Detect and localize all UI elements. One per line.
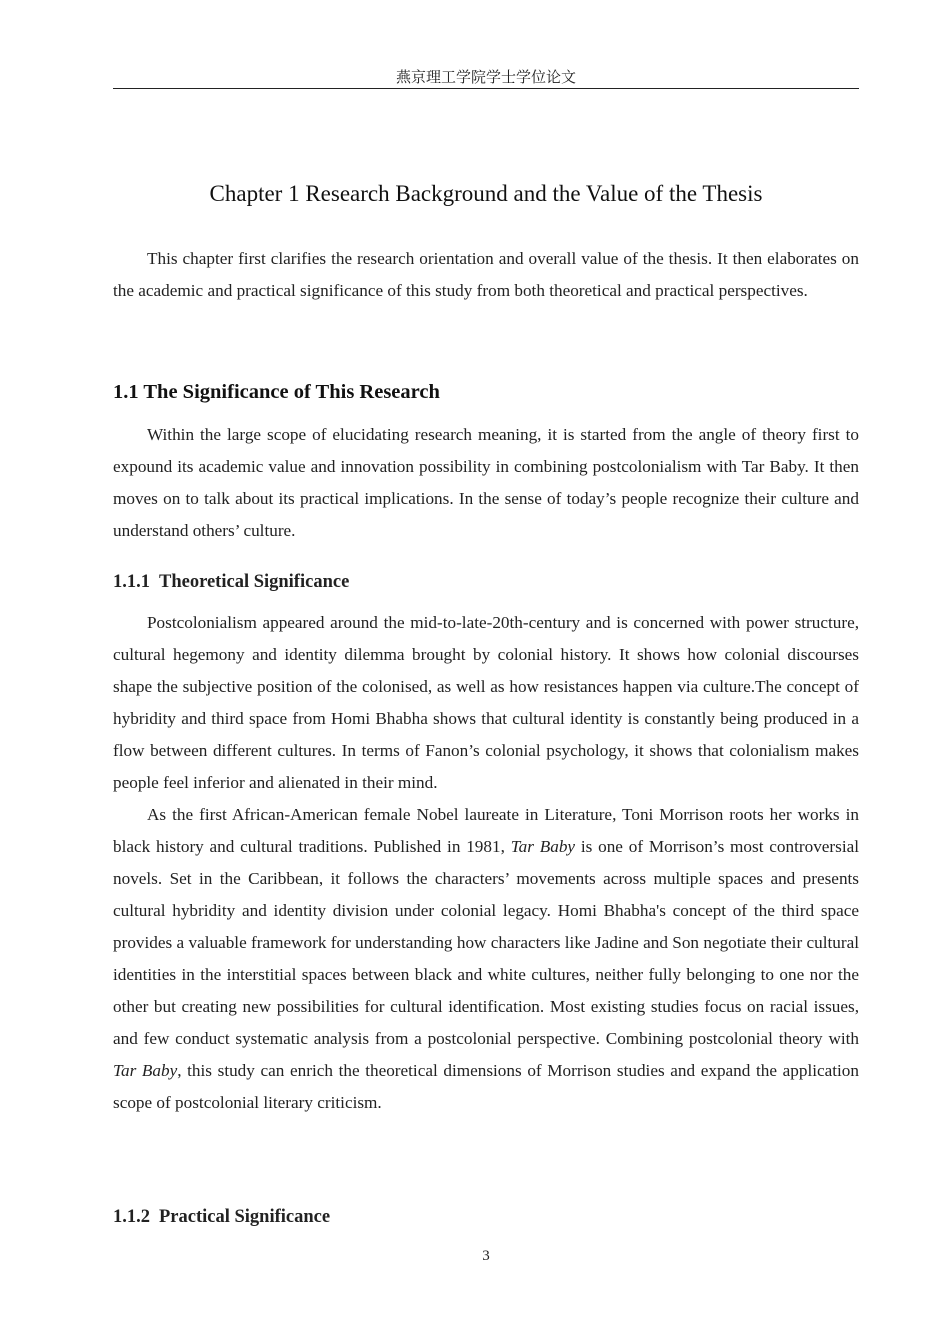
section-1-1-1-heading — [113, 569, 859, 595]
section-1-1-2-heading — [113, 1204, 859, 1230]
chapter-title: Chapter 1 Research Background and the Value of the Thesis — [209, 181, 763, 206]
section-1-1-2-title: Practical Significance — [159, 1207, 331, 1227]
chapter-intro-paragraph: This chapter first clarifies the research orientation and overall value of the thesis. It then elaborates on the academic and practical significance of this study from both theoretical and practical perspectives. — [113, 249, 859, 300]
header-rule — [113, 88, 859, 89]
section-1-1-block — [113, 419, 859, 547]
theoretical-paragraph-1: Postcolonialism appeared around the mid-to-late-20th-century and is concerned with power structure, cultural hegemony and identity dilemma brought by colonial history. It shows how colonial discourses shape the subjective position of the colonised, as well as how resistances happen via culture.The concept of hybridity and third space from Homi Bhabha shows that cultural identity is constantly being produced in a flow between different cultures. In terms of Fanon’s colonial psychology, it shows that colonialism makes people feel inferior and alienated in their mind. — [113, 613, 859, 792]
chapter-intro-block — [113, 243, 859, 307]
paragraph-2-text-b: is one of Morrison’s most controversial novels. Set in the Caribbean, it follows the characters’ movements across multiple spaces and presents cultural hybridity and identity division under colonial legacy. Homi Bhabha's concept of the third space provides a valuable framework for understanding how characters like Jadine and Son negotiate their cultural identities in the interstitial spaces between black and white cultures, neither fully belonging to one nor the other but creating new possibilities for cultural identification. Most existing studies focus on racial issues, and few conduct systematic analysis from a postcolonial perspective. Combining postcolonial theory with — [113, 837, 860, 1048]
section-1-1-paragraph: Within the large scope of elucidating research meaning, it is started from the angle of theory first to expound its academic value and innovation possibility in combining postcolonialism with Tar Baby. It then moves on to talk about its practical implications. In the sense of today’s people recognize their culture and understand others’ culture. — [113, 425, 859, 540]
page-number: 3 — [482, 1248, 490, 1264]
section-1-1-1-title: Theoretical Significance — [159, 572, 350, 592]
thesis-page — [113, 0, 859, 1344]
novel-title-italic: Tar Baby — [510, 837, 576, 856]
section-1-1-1-number: 1.1.1 — [113, 572, 150, 592]
section-1-1-1-block — [113, 607, 859, 1119]
paragraph-2-text-c: , this study can enrich the theoretical dimensions of Morrison studies and expand the application scope of postcolonial literary criticism. — [113, 1061, 859, 1112]
section-1-1-2-number: 1.1.2 — [113, 1207, 150, 1227]
theoretical-paragraph-2 — [113, 799, 859, 1119]
novel-title-italic: Tar Baby — [113, 1061, 178, 1080]
paragraph-2-text-a: As the first African-American female Nobel laureate in Literature, Toni Morrison roots her works in black history and cultural traditions. Published in 1981, — [113, 805, 859, 856]
running-header: 燕京理工学院学士学位论文 — [395, 70, 576, 86]
section-1-1-heading: 1.1 The Significance of This Research — [113, 381, 440, 403]
